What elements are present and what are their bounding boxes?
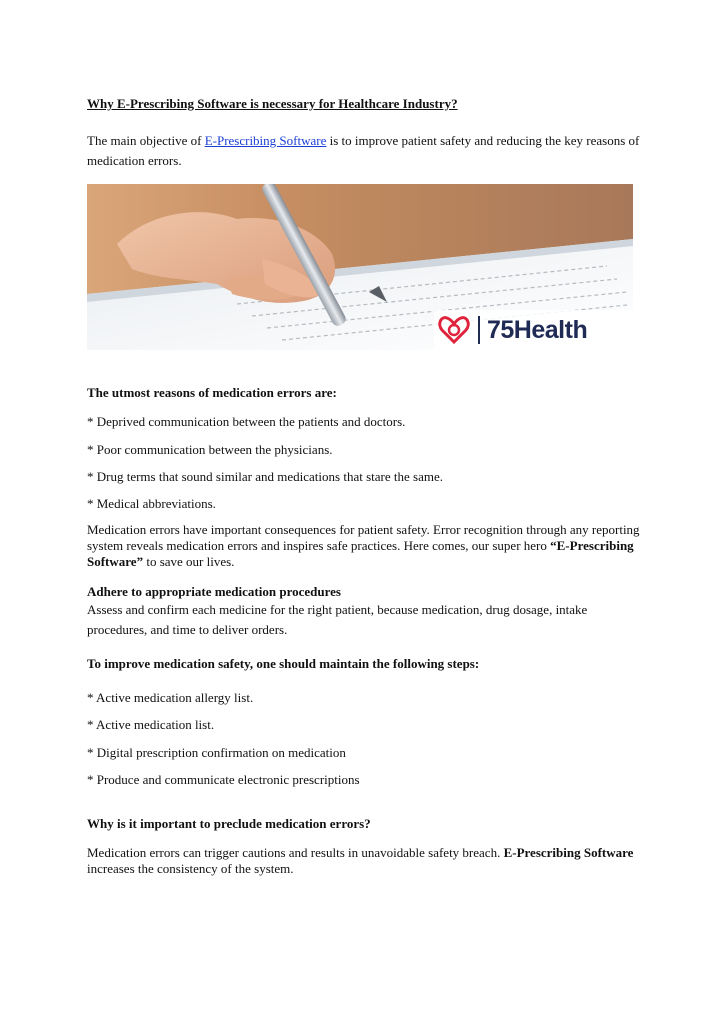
reason-item-4: * Medical abbreviations.	[87, 496, 216, 511]
why-heading: Why is it important to preclude medication errors?	[87, 816, 371, 831]
reason-item-1: * Deprived communication between the patients and doctors.	[87, 414, 406, 429]
why-end: increases the consistency of the system.	[87, 861, 294, 876]
intro-text-start: The main objective of	[87, 133, 205, 148]
intro-text-end: is to improve patient safety and reducing the key reasons of medication errors.	[87, 133, 640, 168]
steps-heading: To improve medication safety, one should maintain the following steps:	[87, 656, 480, 671]
75health-logo	[434, 310, 634, 350]
reasons-heading: The utmost reasons of medication errors are:	[87, 385, 337, 400]
reason-item-3: * Drug terms that sound similar and medications that stare the same.	[87, 469, 443, 484]
paragraph-end: to save our lives.	[143, 554, 235, 569]
step-item-2: * Active medication list.	[87, 717, 215, 732]
why-text: Medication errors can trigger cautions and results in unavoidable safety breach.	[87, 845, 504, 860]
document-title: Why E-Prescribing Software is necessary for Healthcare Industry?	[87, 96, 458, 111]
paragraph-text: Medication errors have important consequences for patient safety. Error recognition through any reporting system reveals medication errors and inspires safe practices. Here comes, our super hero	[87, 522, 640, 553]
why-paragraph	[87, 845, 647, 877]
e-prescribing-software-link[interactable]: E-Prescribing Software	[204, 133, 327, 148]
step-item-1: * Active medication allergy list.	[87, 690, 254, 705]
why-bold: E-Prescribing Software	[503, 845, 634, 860]
step-item-4: * Produce and communicate electronic prescriptions	[87, 772, 360, 787]
logo-text: 75Health	[487, 316, 588, 344]
adhere-heading: Adhere to appropriate medication procedures	[87, 584, 341, 599]
step-item-3: * Digital prescription confirmation on medication	[87, 745, 346, 760]
reason-item-2: * Poor communication between the physicians.	[87, 442, 333, 457]
paragraph-bold: “E-Prescribing Software”	[87, 538, 634, 569]
intro-paragraph	[87, 131, 647, 171]
medication-errors-paragraph	[87, 522, 647, 570]
adhere-paragraph: Assess and confirm each medicine for the right patient, because medication, drug dosage, intake procedures, and time to deliver orders.	[87, 602, 588, 637]
